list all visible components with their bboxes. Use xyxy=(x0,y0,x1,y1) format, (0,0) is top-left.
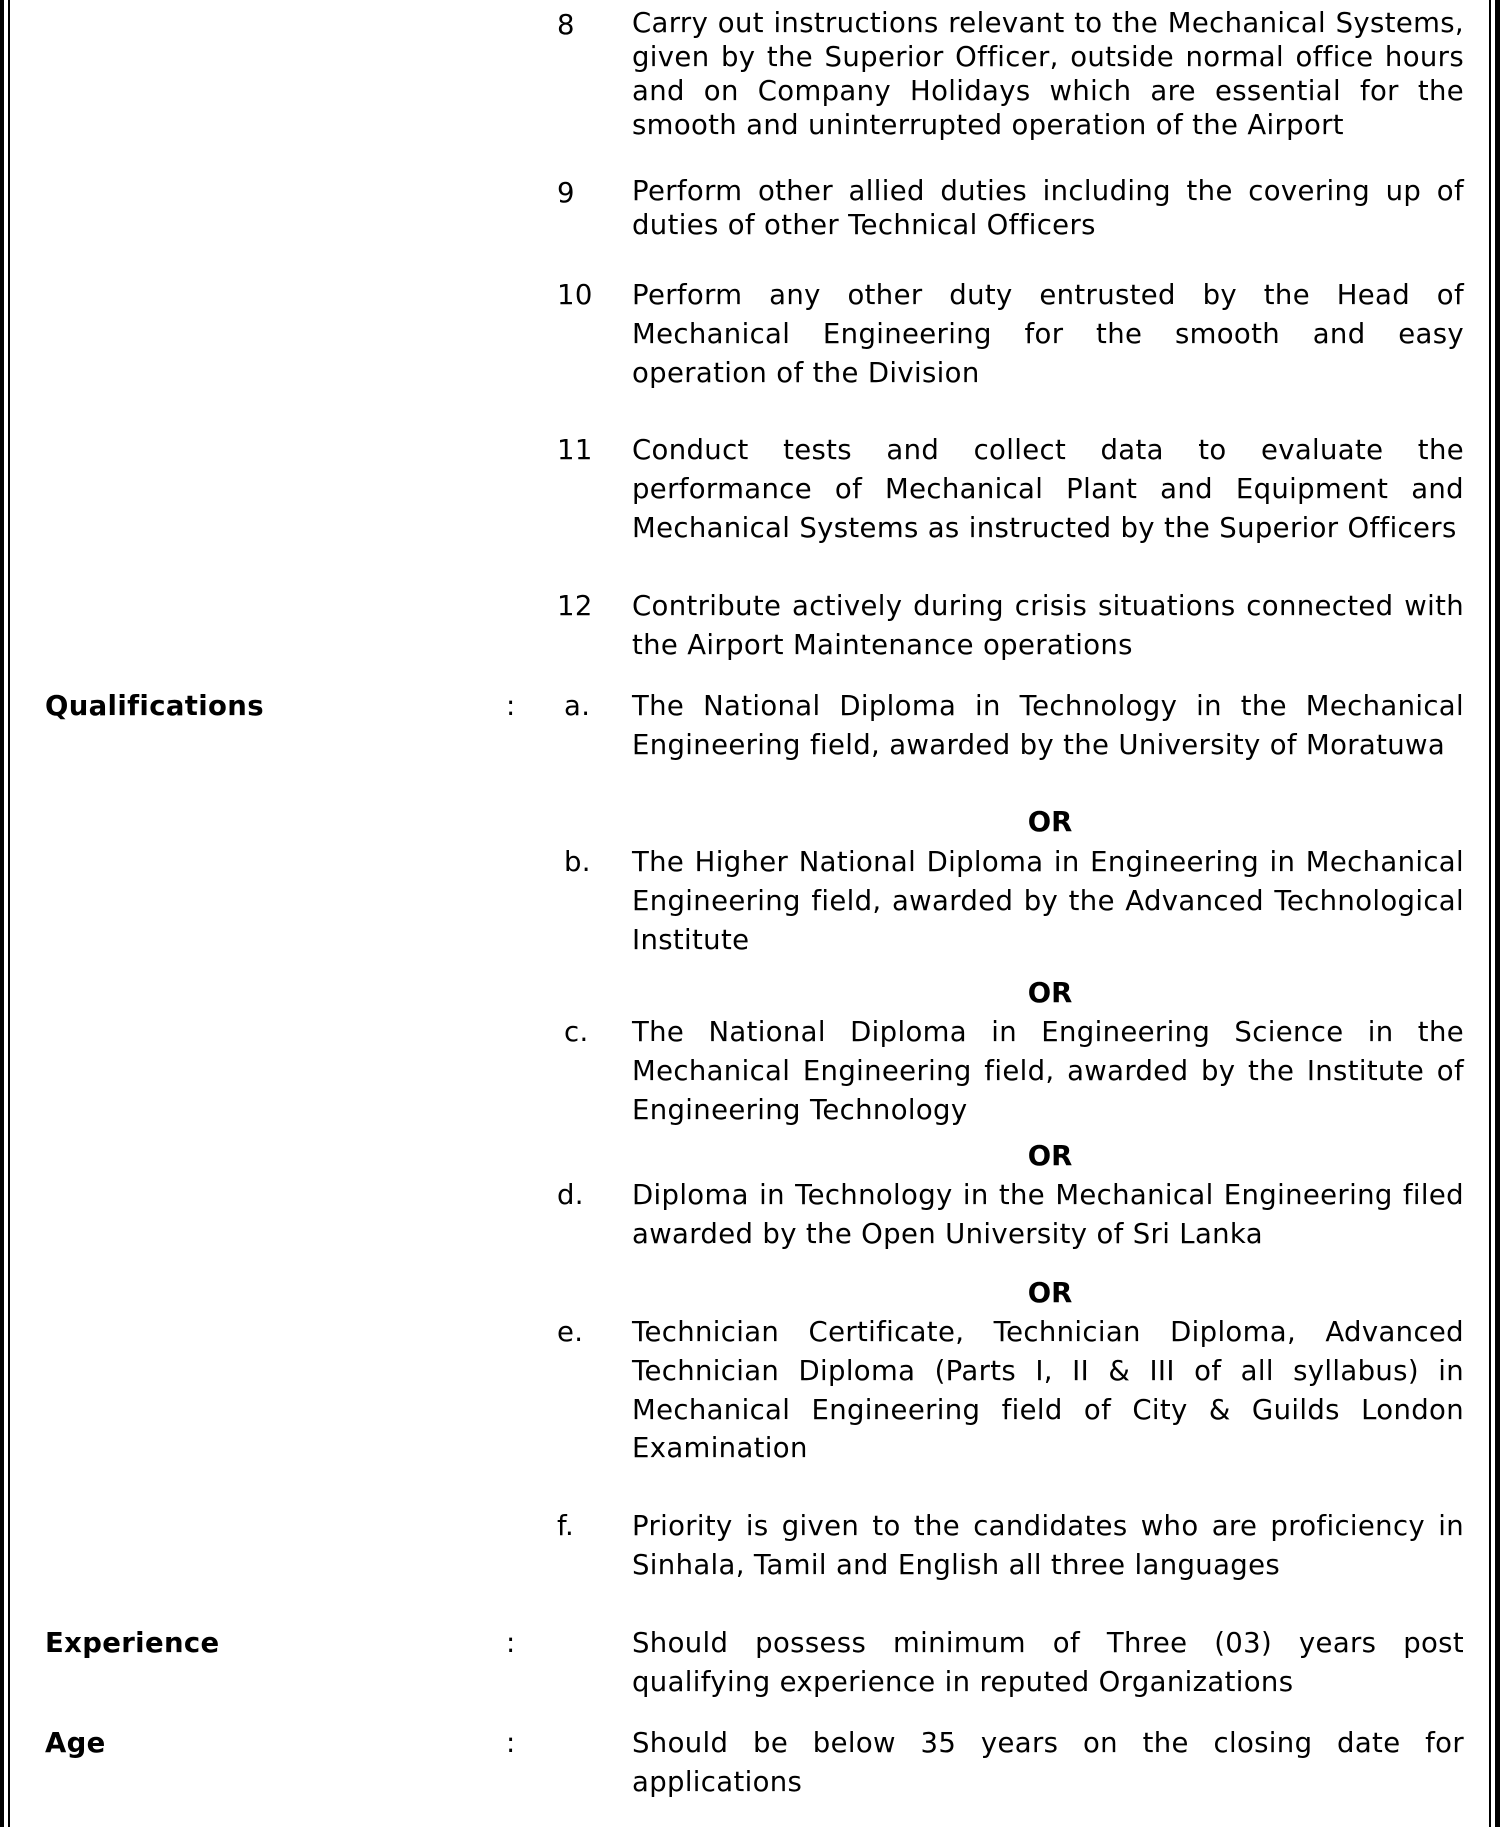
or-separator: OR xyxy=(1027,1140,1073,1172)
duty-text: Perform other allied duties including the covering up of duties of other Technical Officers xyxy=(632,175,1464,241)
experience-label: Experience xyxy=(45,1627,220,1659)
duty-number: 10 xyxy=(557,279,593,311)
duty-text: Carry out instructions relevant to the Mechanical Systems, given by the Superior Officer, outside normal office hours and on Company Holidays which are essential for the smooth and uninterrupted operation of the Airport xyxy=(632,7,1464,141)
qualification-text: The National Diploma in Technology in the Mechanical Engineering field, awarded by the University of Moratuwa xyxy=(632,690,1464,761)
duty-text: Conduct tests and collect data to evaluate the performance of Mechanical Plant and Equipment and Mechanical Systems as instructed by the Superior Officers xyxy=(632,434,1464,544)
qualification-text: Technician Certificate, Technician Diploma, Advanced Technician Diploma (Parts I, II & III of all syllabus) in Mechanical Engineering field of City & Guilds London Examination xyxy=(632,1316,1464,1465)
age-colon: : xyxy=(506,1727,516,1759)
age-text: Should be below 35 years on the closing date for applications xyxy=(632,1727,1464,1798)
qualification-text: The National Diploma in Engineering Science in the Mechanical Engineering field, awarded by the Institute of Engineering Technology xyxy=(632,1016,1464,1126)
qualification-text: The Higher National Diploma in Engineering in Mechanical Engineering field, awarded by the Advanced Technological Institute xyxy=(632,846,1464,956)
qualification-letter: f. xyxy=(557,1510,575,1542)
qualification-text: Priority is given to the candidates who are proficiency in Sinhala, Tamil and English all three languages xyxy=(632,1510,1464,1581)
qualifications-label: Qualifications xyxy=(45,690,264,722)
qualification-letter: b. xyxy=(564,846,591,878)
or-separator: OR xyxy=(1027,1277,1073,1309)
qualification-letter: a. xyxy=(564,690,591,722)
duty-number: 8 xyxy=(557,9,575,41)
or-separator: OR xyxy=(1027,977,1073,1009)
qualification-letter: c. xyxy=(564,1016,589,1048)
qualification-text: Diploma in Technology in the Mechanical Engineering filed awarded by the Open University of Sri Lanka xyxy=(632,1179,1464,1250)
duty-number: 11 xyxy=(557,434,593,466)
qualification-letter: d. xyxy=(557,1179,584,1211)
duty-text: Perform any other duty entrusted by the Head of Mechanical Engineering for the smooth and easy operation of the Division xyxy=(632,279,1464,389)
duty-number: 12 xyxy=(557,590,593,622)
age-label: Age xyxy=(45,1727,106,1759)
qualification-letter: e. xyxy=(557,1316,584,1348)
experience-text: Should possess minimum of Three (03) years post qualifying experience in reputed Organizations xyxy=(632,1627,1464,1698)
duty-number: 9 xyxy=(557,177,575,209)
qualifications-colon: : xyxy=(506,690,516,722)
duty-text: Contribute actively during crisis situations connected with the Airport Maintenance operations xyxy=(632,590,1464,661)
experience-colon: : xyxy=(506,1627,516,1659)
or-separator: OR xyxy=(1027,806,1073,838)
